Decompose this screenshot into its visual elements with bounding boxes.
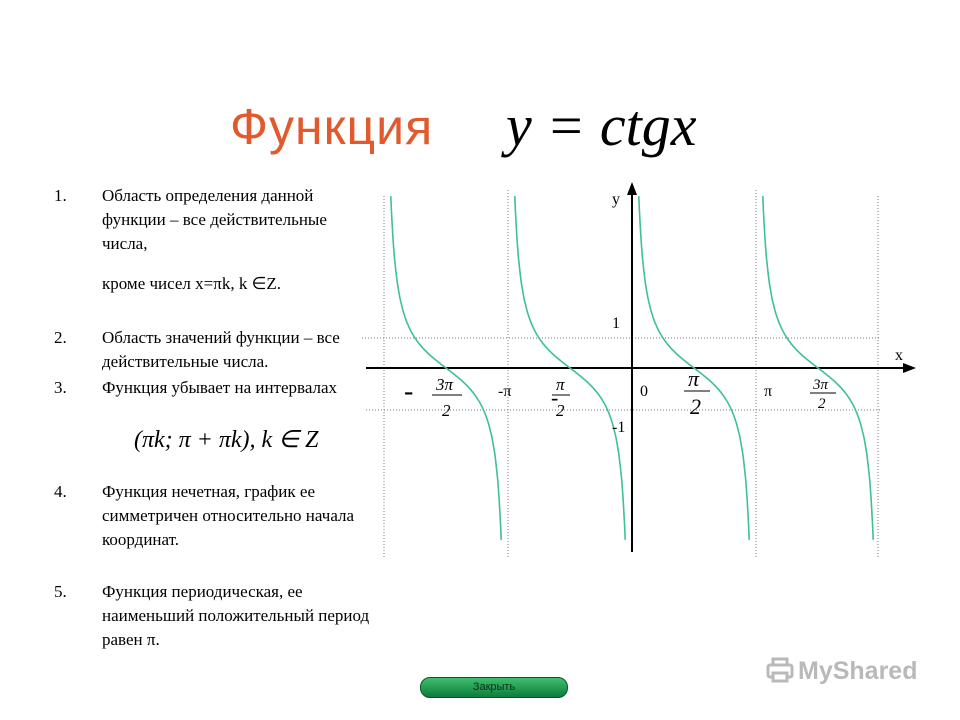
property-number: 4. — [54, 482, 67, 501]
svg-text:3π: 3π — [436, 375, 454, 394]
svg-text:2: 2 — [818, 396, 826, 412]
property-text: Функция нечетная, график ее симметричен относительно начала координат. — [102, 482, 355, 549]
property-text: Функция убывает на интервалах — [102, 378, 338, 397]
property-number: 3. — [54, 378, 67, 397]
y-axis-label: y — [612, 191, 620, 208]
slide-title-word: Функция — [230, 99, 434, 155]
svg-text:3π: 3π — [813, 377, 829, 393]
neg-sign: - — [404, 376, 414, 407]
tick-label-0: 0 — [640, 383, 648, 400]
property-text-domain: кроме чисел x=πk, k ∈Z. — [102, 274, 282, 293]
watermark-text: MyShared — [798, 657, 918, 685]
svg-text:2: 2 — [556, 401, 565, 420]
property-text: Функция периодическая, ее наименьший положительный период равен π. — [102, 582, 370, 649]
slide-title-formula: y = ctgx — [506, 93, 697, 158]
tick-label-minus-pi: -π — [498, 383, 512, 400]
tick-label-pi: π — [764, 383, 773, 400]
tick-label-1: 1 — [612, 315, 620, 332]
printer-icon — [766, 657, 794, 683]
svg-text:π: π — [688, 366, 700, 391]
tick-label-3pi-over-2-neg — [432, 375, 462, 420]
svg-text:-: - — [551, 385, 559, 410]
interval-formula: (πk; π + πk), k ∈ Z — [134, 427, 319, 453]
x-axis-arrow — [903, 363, 916, 373]
tick-label-3pi-over-2 — [810, 377, 836, 412]
tick-label-pi-over-2 — [684, 366, 710, 419]
close-button[interactable]: Закрыть — [420, 677, 568, 698]
y-axis-arrow — [627, 182, 637, 195]
property-number: 5. — [54, 582, 67, 601]
svg-text:2: 2 — [690, 394, 701, 419]
property-number: 1. — [54, 186, 67, 205]
tick-label-minus-1: -1 — [612, 419, 626, 436]
x-axis-label: x — [895, 347, 903, 364]
property-text: Область определения данной функции – все действительные числа, — [102, 186, 327, 253]
svg-text:2: 2 — [442, 401, 451, 420]
watermark — [766, 657, 917, 686]
property-text: Область значений функции – все действительные числа. — [102, 328, 340, 371]
tick-label-pi-over-2-neg — [551, 375, 570, 420]
property-number: 2. — [54, 328, 67, 347]
svg-text:π: π — [556, 375, 565, 394]
